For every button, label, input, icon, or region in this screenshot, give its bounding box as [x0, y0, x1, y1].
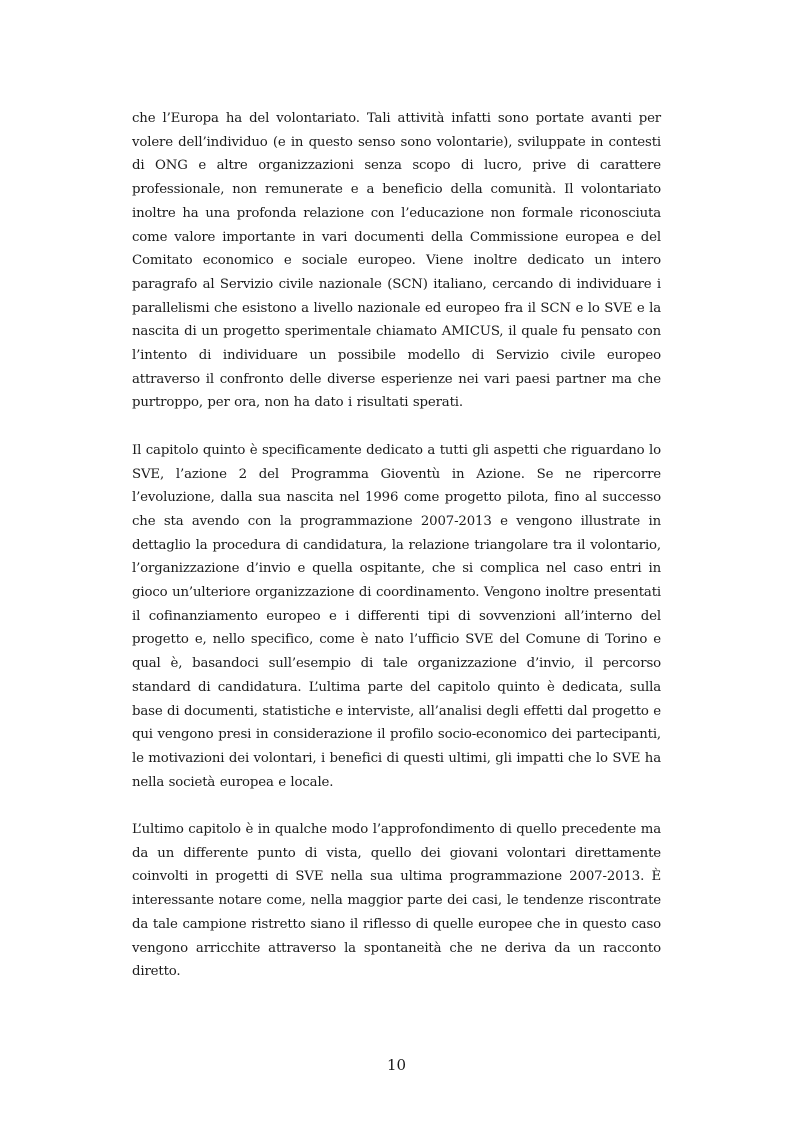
paragraph-capitolo-quinto: Il capitolo quinto è specificamente dedicato a tutti gli aspetti che riguardano lo SVE, l’azione 2 del Programma Gioventù in Azione. Se ne ripercorre l’evoluzione, dalla sua nascita nel 1996 come progetto pilota, fino al successo che sta avendo con la programmazione 2007-2013 e vengono illustrate in dettaglio la procedura di candidatura, la relazione triangolare tra il volontario, l’organizzazione d’invio e quella ospitante, che si complica nel caso entri in gioco un’ulteriore organizzazione di coordinamento. Vengono inoltre presentati il cofinanziamento europeo e i differenti tipi di sovvenzioni all’interno del progetto e, nello specifico, come è nato l’ufficio SVE del Comune di Torino e qual è, basandoci sull’esempio di tale organizzazione d’invio, il percorso standard di candidatura. L’ultima parte del capitolo quinto è dedicata, sulla base di documenti, statistiche e interviste, all’analisi degli effetti dal progetto e qui vengono presi in considerazione il profilo socio-economico dei partecipanti, le motivazioni dei volontari, i benefici di questi ultimi, gli impatti che lo SVE ha nella società europea e locale. [132, 442, 661, 790]
paragraph-volontariato: che l’Europa ha del volontariato. Tali attività infatti sono portate avanti per volere dell’individuo (e in questo senso sono volontarie), sviluppate in contesti di ONG e altre organizzazioni senza scopo di lucro, prive di carattere professionale, non remunerate e a beneficio della comunità. Il volontariato inoltre ha una profonda relazione con l’educazione non formale riconosciuta come valore importante in vari documenti della Commissione europea e del Comitato economico e sociale europeo. Viene inoltre dedicato un intero paragrafo al Servizio civile nazionale (SCN) italiano, cercando di individuare i parallelismi che esistono a livello nazionale ed europeo fra il SCN e lo SVE e la nascita di un progetto sperimentale chiamato AMICUS, il quale fu pensato con l’intento di individuare un possibile modello di Servizio civile europeo attraverso il confronto delle diverse esperienze nei vari paesi partner ma che purtroppo, per ora, non ha dato i risultati sperati. [132, 111, 661, 411]
body-text [132, 107, 661, 984]
paragraph-ultimo-capitolo: L’ultimo capitolo è in qualche modo l’approfondimento di quello precedente ma da un differente punto di vista, quello dei giovani volontari direttamente coinvolti in progetti di SVE nella sua ultima programmazione 2007-2013. È interessante notare come, nella maggior parte dei casi, le tendenze riscontrate da tale campione ristretto siano il riflesso di quelle europee che in questo caso vengono arricchite attraverso la spontaneità che ne deriva da un racconto diretto. [132, 822, 661, 980]
page-number: 10 [386, 1056, 407, 1074]
